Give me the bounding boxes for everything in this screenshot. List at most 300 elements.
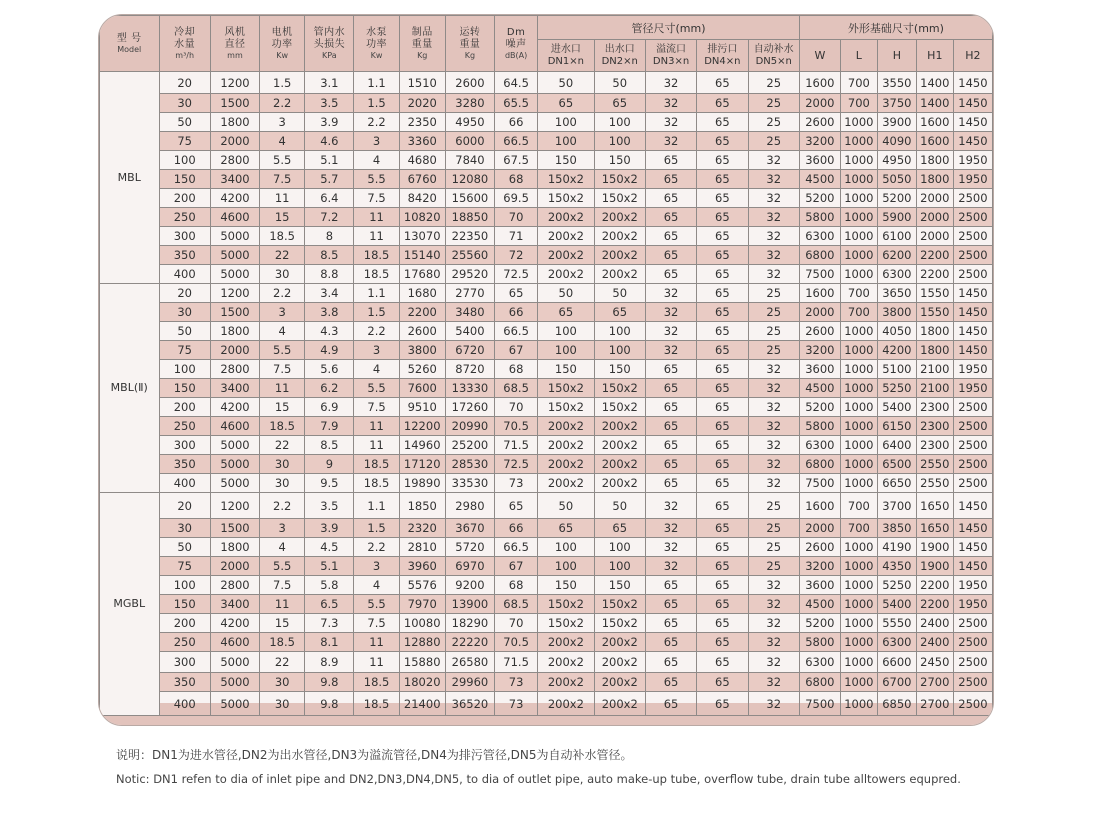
table-cell: 3550 xyxy=(877,72,916,94)
table-cell: 7500 xyxy=(799,265,840,284)
table-cell: 65 xyxy=(645,208,696,227)
table-cell: 4 xyxy=(354,576,399,595)
table-cell: 6.2 xyxy=(305,379,354,398)
table-cell: 5260 xyxy=(399,360,445,379)
col-header-line1: 冷却 xyxy=(174,26,196,38)
table-cell: 65 xyxy=(697,284,748,303)
table-cell: 3400 xyxy=(210,170,259,189)
table-cell: 65 xyxy=(697,692,748,716)
table-cell: 3 xyxy=(354,557,399,576)
table-cell: 65 xyxy=(645,398,696,417)
table-cell: 2500 xyxy=(953,436,992,455)
col-header-unit: mm xyxy=(227,50,243,60)
col-header-w: W xyxy=(799,40,840,72)
table-cell: 4500 xyxy=(799,170,840,189)
table-cell: 69.5 xyxy=(495,189,538,208)
table-cell: 8420 xyxy=(399,189,445,208)
table-cell: 1000 xyxy=(840,436,877,455)
table-row xyxy=(100,132,993,151)
table-cell: 1200 xyxy=(210,493,259,519)
table-cell: 5000 xyxy=(210,455,259,474)
table-cell: 2000 xyxy=(799,519,840,538)
table-cell: 6300 xyxy=(799,652,840,673)
table-cell: 200 xyxy=(159,189,210,208)
table-cell: 700 xyxy=(840,72,877,94)
table-row xyxy=(100,113,993,132)
table-cell: 4200 xyxy=(210,398,259,417)
spec-table-frame xyxy=(98,14,994,726)
table-cell: 7970 xyxy=(399,595,445,614)
table-cell: 1000 xyxy=(840,417,877,436)
table-cell: 1000 xyxy=(840,227,877,246)
table-cell: 150x2 xyxy=(538,189,594,208)
table-cell: 66 xyxy=(495,303,538,322)
col-header-line2: 水量 xyxy=(174,38,196,50)
table-cell: 1.5 xyxy=(260,72,305,94)
table-cell: 5100 xyxy=(877,360,916,379)
table-cell: 200x2 xyxy=(594,474,645,493)
table-cell: 2.2 xyxy=(260,284,305,303)
col-header-unit: m³/h xyxy=(175,50,195,60)
table-cell: 150 xyxy=(538,151,594,170)
table-cell: 200x2 xyxy=(538,227,594,246)
table-cell: 13330 xyxy=(445,379,494,398)
table-cell: 30 xyxy=(260,265,305,284)
table-cell: 30 xyxy=(260,455,305,474)
table-cell: 30 xyxy=(159,94,210,113)
table-cell: 18.5 xyxy=(354,692,399,716)
table-cell: 18.5 xyxy=(260,227,305,246)
col-header-drain xyxy=(697,40,748,72)
table-cell: 11 xyxy=(354,208,399,227)
table-cell: 200x2 xyxy=(538,265,594,284)
table-cell: 25 xyxy=(748,113,799,132)
table-cell: 66 xyxy=(495,519,538,538)
table-cell: 65 xyxy=(697,360,748,379)
table-cell: 22 xyxy=(260,436,305,455)
table-cell: 2700 xyxy=(916,673,953,692)
table-cell: 32 xyxy=(748,170,799,189)
table-cell: 4500 xyxy=(799,379,840,398)
col-header-line1: 水泵 xyxy=(366,26,388,38)
table-cell: 200 xyxy=(159,614,210,633)
table-cell: 72.5 xyxy=(495,265,538,284)
table-cell: 2800 xyxy=(210,360,259,379)
table-cell: 1450 xyxy=(953,113,992,132)
table-cell: 1000 xyxy=(840,474,877,493)
table-cell: 150 xyxy=(538,360,594,379)
table-cell: 1950 xyxy=(953,576,992,595)
table-row xyxy=(100,94,993,113)
table-cell: 7500 xyxy=(799,692,840,716)
table-cell: 4500 xyxy=(799,595,840,614)
table-cell: 1000 xyxy=(840,673,877,692)
col-header-fan-diameter xyxy=(210,16,259,72)
table-cell: 32 xyxy=(645,303,696,322)
table-cell: 2300 xyxy=(916,417,953,436)
table-cell: 22350 xyxy=(445,227,494,246)
table-cell: 32 xyxy=(748,652,799,673)
table-cell: 32 xyxy=(645,557,696,576)
table-cell: 5900 xyxy=(877,208,916,227)
col-header-line2: 重量 xyxy=(411,38,433,50)
table-cell: 32 xyxy=(748,360,799,379)
table-cell: 150x2 xyxy=(538,379,594,398)
table-cell: 12880 xyxy=(399,633,445,652)
table-cell: 18850 xyxy=(445,208,494,227)
col-header-line2: 功率 xyxy=(366,38,388,50)
table-cell: 1800 xyxy=(210,322,259,341)
model-cell: MGBL xyxy=(100,493,160,716)
table-cell: 26580 xyxy=(445,652,494,673)
table-cell: 3600 xyxy=(799,151,840,170)
table-cell: 150 xyxy=(159,595,210,614)
table-cell: 2700 xyxy=(916,692,953,716)
table-cell: 5400 xyxy=(445,322,494,341)
table-cell: 1950 xyxy=(953,595,992,614)
table-cell: 8.5 xyxy=(305,246,354,265)
table-cell: 1550 xyxy=(916,284,953,303)
table-cell: 1000 xyxy=(840,113,877,132)
table-cell: 3600 xyxy=(799,360,840,379)
table-cell: 66.5 xyxy=(495,322,538,341)
table-cell: 65 xyxy=(645,227,696,246)
table-cell: 2000 xyxy=(916,227,953,246)
table-cell: 25 xyxy=(748,303,799,322)
table-cell: 2400 xyxy=(916,614,953,633)
table-cell: 5000 xyxy=(210,673,259,692)
table-cell: 7.5 xyxy=(354,189,399,208)
table-cell: 1000 xyxy=(840,692,877,716)
table-cell: 2320 xyxy=(399,519,445,538)
table-cell: 200x2 xyxy=(538,436,594,455)
table-cell: 2800 xyxy=(210,151,259,170)
table-cell: 15 xyxy=(260,614,305,633)
table-cell: 300 xyxy=(159,227,210,246)
table-cell: 3480 xyxy=(445,303,494,322)
table-cell: 65 xyxy=(697,557,748,576)
table-cell: 100 xyxy=(538,341,594,360)
table-cell: 30 xyxy=(260,474,305,493)
table-row xyxy=(100,455,993,474)
table-cell: 67 xyxy=(495,341,538,360)
table-cell: 3.5 xyxy=(305,94,354,113)
table-cell: 1000 xyxy=(840,398,877,417)
table-cell: 66 xyxy=(495,113,538,132)
table-cell: 3360 xyxy=(399,132,445,151)
table-cell: 32 xyxy=(748,692,799,716)
table-cell: 150 xyxy=(594,576,645,595)
table-cell: 50 xyxy=(594,493,645,519)
table-cell: 65 xyxy=(697,474,748,493)
table-cell: 2500 xyxy=(953,417,992,436)
table-cell: 5.6 xyxy=(305,360,354,379)
table-cell: 1200 xyxy=(210,72,259,94)
model-header-en: Model xyxy=(117,44,142,54)
table-cell: 100 xyxy=(159,151,210,170)
table-cell: 200x2 xyxy=(594,673,645,692)
table-cell: 4 xyxy=(260,132,305,151)
col-header-makeup xyxy=(748,40,799,72)
table-cell: 18.5 xyxy=(354,673,399,692)
table-cell: 2600 xyxy=(445,72,494,94)
table-cell: 32 xyxy=(645,341,696,360)
col-header-line2: DN4×n xyxy=(704,55,741,67)
table-cell: 200x2 xyxy=(594,455,645,474)
table-cell: 5200 xyxy=(799,398,840,417)
table-cell: 1.5 xyxy=(354,303,399,322)
table-cell: 3.1 xyxy=(305,72,354,94)
table-cell: 300 xyxy=(159,652,210,673)
table-cell: 68 xyxy=(495,576,538,595)
table-cell: 73 xyxy=(495,474,538,493)
table-cell: 25200 xyxy=(445,436,494,455)
table-cell: 22 xyxy=(260,246,305,265)
table-cell: 15600 xyxy=(445,189,494,208)
table-cell: 2.2 xyxy=(260,493,305,519)
table-cell: 65 xyxy=(697,595,748,614)
table-cell: 6.5 xyxy=(305,595,354,614)
table-cell: 18020 xyxy=(399,673,445,692)
col-header-h2: H2 xyxy=(953,40,992,72)
table-cell: 5050 xyxy=(877,170,916,189)
table-cell: 1500 xyxy=(210,94,259,113)
table-cell: 2500 xyxy=(953,398,992,417)
table-cell: 5550 xyxy=(877,614,916,633)
table-cell: 9.8 xyxy=(305,692,354,716)
col-header-line2: 噪声 xyxy=(505,38,527,50)
table-cell: 200x2 xyxy=(594,633,645,652)
table-cell: 67.5 xyxy=(495,151,538,170)
table-cell: 7840 xyxy=(445,151,494,170)
table-cell: 1450 xyxy=(953,519,992,538)
table-cell: 700 xyxy=(840,493,877,519)
table-cell: 100 xyxy=(594,322,645,341)
col-header-noise xyxy=(495,16,538,72)
table-cell: 65 xyxy=(645,189,696,208)
table-cell: 32 xyxy=(645,113,696,132)
table-cell: 32 xyxy=(645,94,696,113)
table-cell: 1600 xyxy=(799,72,840,94)
table-cell: 5720 xyxy=(445,538,494,557)
table-cell: 65 xyxy=(538,303,594,322)
table-cell: 32 xyxy=(645,493,696,519)
table-cell: 1000 xyxy=(840,379,877,398)
col-header-line1: Dm xyxy=(506,26,526,38)
table-row xyxy=(100,341,993,360)
table-cell: 3 xyxy=(354,132,399,151)
table-cell: 15140 xyxy=(399,246,445,265)
table-cell: 25 xyxy=(748,322,799,341)
table-cell: 1900 xyxy=(916,557,953,576)
table-cell: 3 xyxy=(260,303,305,322)
table-cell: 65 xyxy=(697,208,748,227)
table-cell: 7.5 xyxy=(260,360,305,379)
table-cell: 17260 xyxy=(445,398,494,417)
table-cell: 3 xyxy=(260,519,305,538)
table-cell: 32 xyxy=(748,227,799,246)
table-cell: 400 xyxy=(159,265,210,284)
table-cell: 1450 xyxy=(953,538,992,557)
table-cell: 350 xyxy=(159,246,210,265)
table-cell: 100 xyxy=(594,557,645,576)
table-cell: 1.1 xyxy=(354,284,399,303)
table-cell: 1.1 xyxy=(354,72,399,94)
table-cell: 1450 xyxy=(953,72,992,94)
table-cell: 7600 xyxy=(399,379,445,398)
table-cell: 28530 xyxy=(445,455,494,474)
table-cell: 65 xyxy=(697,94,748,113)
table-row xyxy=(100,692,993,716)
table-cell: 200x2 xyxy=(538,208,594,227)
table-cell: 2000 xyxy=(799,94,840,113)
table-cell: 6300 xyxy=(799,227,840,246)
table-cell: 65 xyxy=(697,379,748,398)
table-cell: 7.5 xyxy=(260,170,305,189)
table-cell: 8.5 xyxy=(305,436,354,455)
table-cell: 2000 xyxy=(916,189,953,208)
table-cell: 2000 xyxy=(210,132,259,151)
table-cell: 65 xyxy=(645,614,696,633)
table-cell: 3600 xyxy=(799,576,840,595)
table-cell: 32 xyxy=(645,72,696,94)
table-cell: 25 xyxy=(748,341,799,360)
table-cell: 2300 xyxy=(916,436,953,455)
table-cell: 65 xyxy=(697,576,748,595)
table-cell: 65 xyxy=(697,151,748,170)
table-cell: 100 xyxy=(594,538,645,557)
table-cell: 1450 xyxy=(953,94,992,113)
table-cell: 32 xyxy=(748,633,799,652)
table-row xyxy=(100,379,993,398)
table-cell: 150x2 xyxy=(538,614,594,633)
table-cell: 2770 xyxy=(445,284,494,303)
table-cell: 2450 xyxy=(916,652,953,673)
table-cell: 1800 xyxy=(210,538,259,557)
table-cell: 200x2 xyxy=(594,436,645,455)
table-cell: 7.5 xyxy=(260,576,305,595)
table-cell: 150x2 xyxy=(594,170,645,189)
table-cell: 72 xyxy=(495,246,538,265)
table-cell: 8.8 xyxy=(305,265,354,284)
table-cell: 50 xyxy=(159,113,210,132)
table-cell: 200x2 xyxy=(538,652,594,673)
table-cell: 1000 xyxy=(840,538,877,557)
table-cell: 1450 xyxy=(953,341,992,360)
table-cell: 25 xyxy=(748,493,799,519)
table-cell: 65 xyxy=(645,360,696,379)
dimension-group-header: 外形基础尺寸(mm) xyxy=(799,16,992,40)
table-cell: 70.5 xyxy=(495,633,538,652)
col-header-line1: 管内水 xyxy=(313,26,346,38)
table-cell: 150 xyxy=(594,151,645,170)
table-cell: 3850 xyxy=(877,519,916,538)
table-cell: 1510 xyxy=(399,72,445,94)
table-cell: 18.5 xyxy=(260,633,305,652)
table-cell: 65 xyxy=(645,265,696,284)
table-cell: 65 xyxy=(594,303,645,322)
table-cell: 1000 xyxy=(840,132,877,151)
table-cell: 65 xyxy=(594,519,645,538)
table-cell: 5250 xyxy=(877,379,916,398)
table-cell: 7.5 xyxy=(354,398,399,417)
table-cell: 70 xyxy=(495,398,538,417)
spec-table-body xyxy=(100,72,993,716)
table-cell: 5800 xyxy=(799,633,840,652)
table-cell: 5400 xyxy=(877,595,916,614)
table-row xyxy=(100,436,993,455)
table-cell: 5.1 xyxy=(305,557,354,576)
col-header-net-weight xyxy=(399,16,445,72)
table-cell: 25 xyxy=(748,72,799,94)
table-cell: 9510 xyxy=(399,398,445,417)
table-cell: 2600 xyxy=(799,322,840,341)
col-header-line1: 运转 xyxy=(459,26,481,38)
table-cell: 2.2 xyxy=(354,113,399,132)
table-cell: 10080 xyxy=(399,614,445,633)
table-cell: 100 xyxy=(538,538,594,557)
table-cell: 5000 xyxy=(210,436,259,455)
table-cell: 4350 xyxy=(877,557,916,576)
table-cell: 32 xyxy=(748,265,799,284)
table-row xyxy=(100,538,993,557)
table-cell: 30 xyxy=(260,692,305,716)
table-cell: 65 xyxy=(697,493,748,519)
table-cell: 65 xyxy=(645,170,696,189)
table-cell: 2500 xyxy=(953,246,992,265)
table-cell: 50 xyxy=(538,284,594,303)
table-cell: 5000 xyxy=(210,246,259,265)
col-header-pump-power xyxy=(354,16,399,72)
table-cell: 2000 xyxy=(210,341,259,360)
table-cell: 7500 xyxy=(799,474,840,493)
col-header-head-loss xyxy=(305,16,354,72)
table-cell: 65 xyxy=(645,474,696,493)
table-cell: 1000 xyxy=(840,633,877,652)
table-cell: 25 xyxy=(748,557,799,576)
table-cell: 18290 xyxy=(445,614,494,633)
table-cell: 7.5 xyxy=(354,614,399,633)
table-cell: 65 xyxy=(697,72,748,94)
table-cell: 6970 xyxy=(445,557,494,576)
table-cell: 3750 xyxy=(877,94,916,113)
table-cell: 25 xyxy=(748,519,799,538)
table-cell: 5.1 xyxy=(305,151,354,170)
table-row xyxy=(100,322,993,341)
table-row xyxy=(100,208,993,227)
table-cell: 5.7 xyxy=(305,170,354,189)
table-cell: 3670 xyxy=(445,519,494,538)
table-row xyxy=(100,557,993,576)
table-cell: 4950 xyxy=(445,113,494,132)
table-cell: 65 xyxy=(697,538,748,557)
table-cell: 1600 xyxy=(799,284,840,303)
table-cell: 65 xyxy=(697,322,748,341)
table-cell: 5000 xyxy=(210,692,259,716)
table-row xyxy=(100,189,993,208)
table-cell: 7.9 xyxy=(305,417,354,436)
table-cell: 65 xyxy=(594,94,645,113)
table-cell: 32 xyxy=(748,614,799,633)
table-row xyxy=(100,633,993,652)
table-cell: 200x2 xyxy=(594,246,645,265)
table-cell: 1450 xyxy=(953,284,992,303)
table-cell: 1000 xyxy=(840,322,877,341)
table-cell: 68 xyxy=(495,360,538,379)
table-cell: 150x2 xyxy=(538,398,594,417)
col-header-line1: 电机 xyxy=(271,26,293,38)
table-cell: 71.5 xyxy=(495,436,538,455)
